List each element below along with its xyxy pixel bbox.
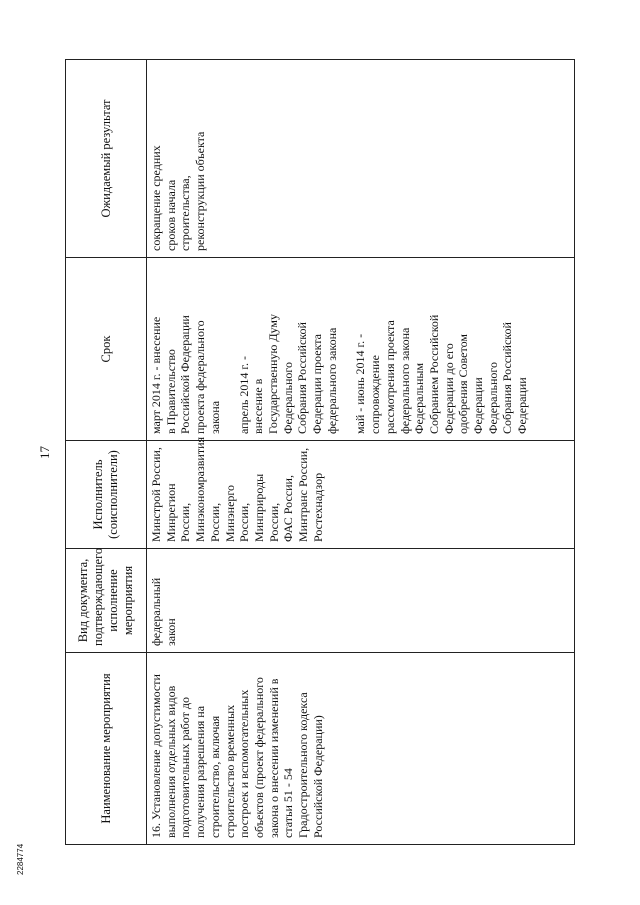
table-row — [147, 60, 575, 845]
page-number: 17 — [37, 446, 52, 459]
header-result: Ожидаемый результат — [66, 60, 147, 258]
measure-executors: Минстрой России, Минрегион России, Минэкономразвития России, Минэнерго России, Минприроды России, ФАС России, Минтранс России, Ростехнадзор — [147, 441, 575, 549]
term-step-2: апрель 2014 г. - внесение в Государственную Думу Федерального Собрания Российской Федерации проекта федерального закона — [236, 314, 339, 434]
document-code — [16, 820, 28, 875]
document-code-text: 2284774 — [16, 843, 25, 875]
measure-doc-type: федеральный закон — [147, 549, 575, 653]
term-step-3: май - июнь 2014 г. - сопровождение рассмотрения проекта федерального закона Федеральным Собранием Российской Федерации до его одобрения Советом Федерации Федерального Собрания Российской Федерации — [353, 314, 530, 434]
header-executors: Исполнитель (соисполнители) — [66, 441, 147, 549]
measures-table — [65, 59, 575, 845]
header-term: Срок — [66, 258, 147, 441]
header-doc-type: Вид документа, подтверждающего исполнение мероприятия — [66, 549, 147, 653]
measure-term — [147, 258, 575, 441]
rotated-content — [37, 60, 575, 845]
term-step-1: март 2014 г. - внесение в Правительство Российской Федерации проекта федерального закона — [149, 315, 222, 434]
measure-name: 16. Установление допустимости выполнения отдельных видов подготовительных работ до получения разрешения на строительство, включая строительство временных построек и вспомогательных объектов (проект федерального закона о внесении изменений в статьи 51 - 54 Градостроительного кодекса Российской Федерации) — [147, 653, 575, 845]
measure-result: сокращение средних сроков начала строительства, реконструкции объекта — [147, 60, 575, 258]
header-row — [66, 60, 147, 845]
header-name: Наименование мероприятия — [66, 653, 147, 845]
